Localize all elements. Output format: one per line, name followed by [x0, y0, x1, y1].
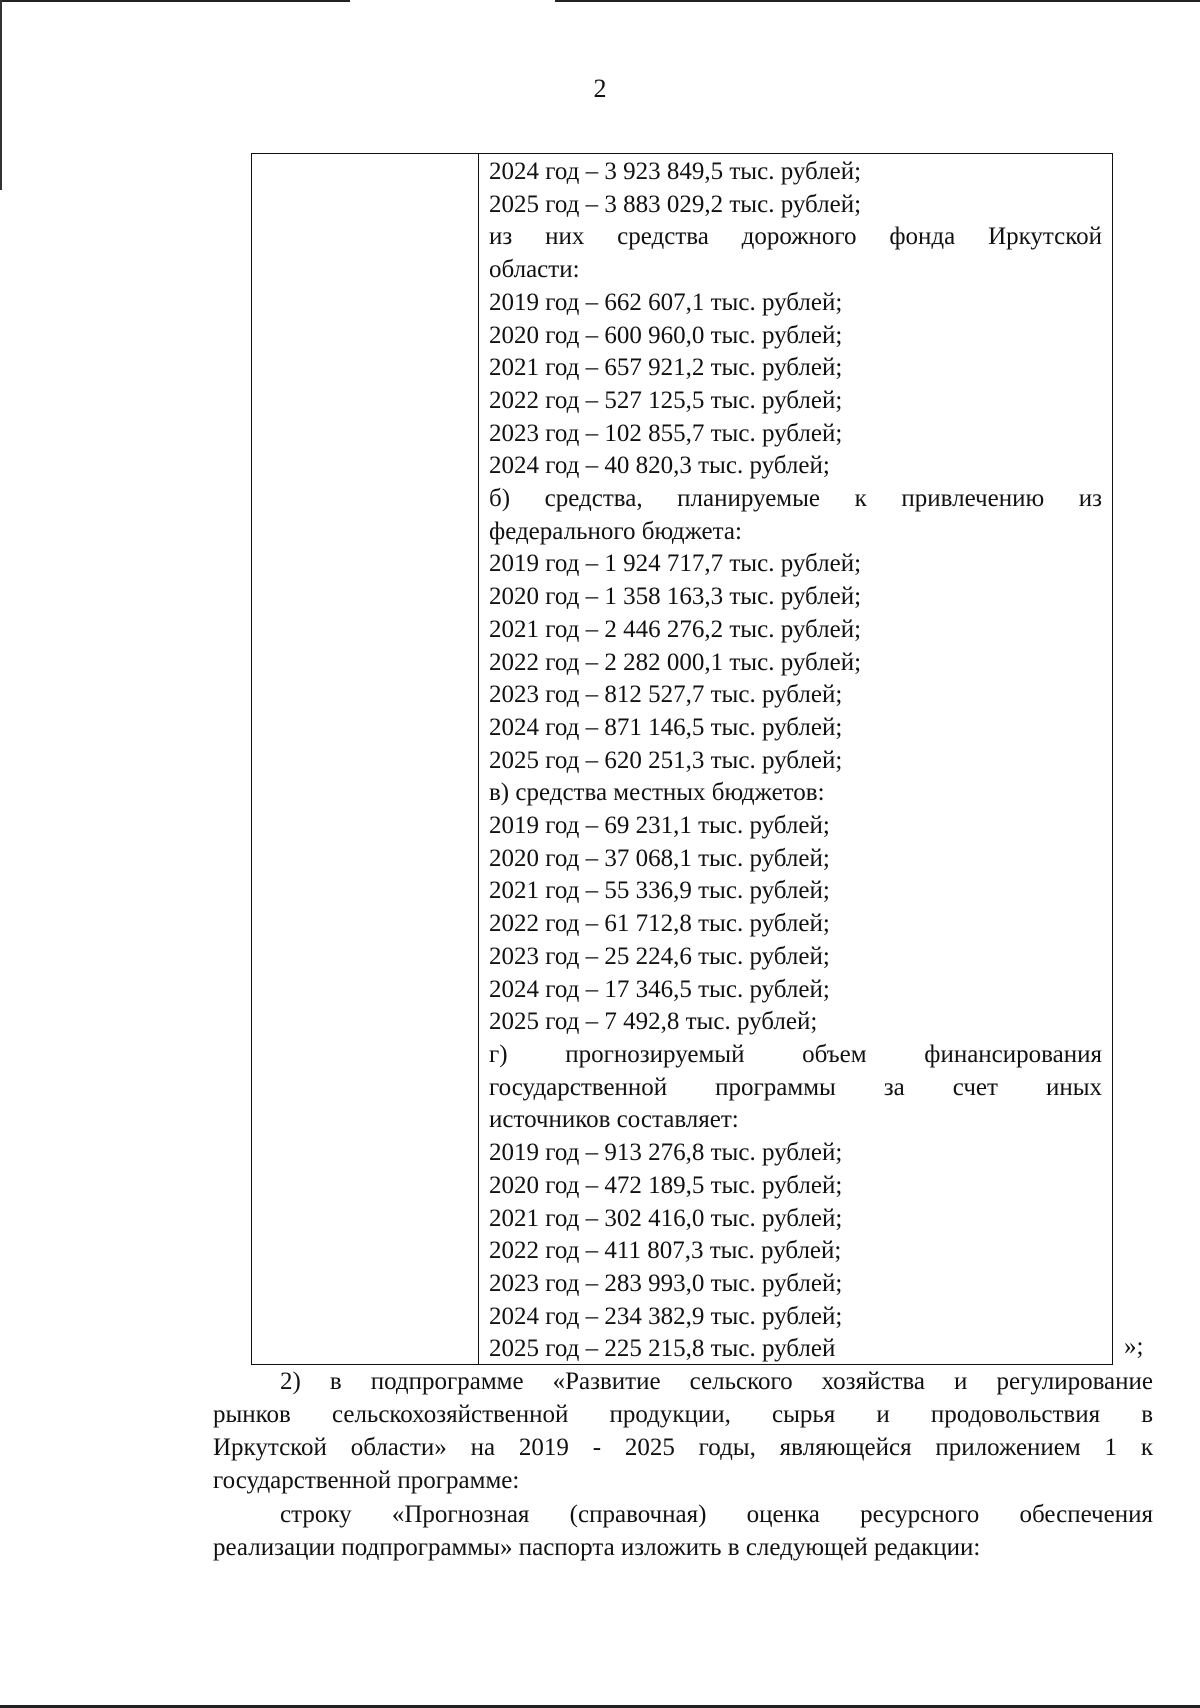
table-line: 2022 год – 527 125,5 тыс. рублей;: [489, 386, 843, 414]
paragraph-line: строку «Прогнозная (справочная) оценка ресурсного обеспечения: [280, 1501, 1153, 1528]
paragraph-line: реализации подпрограммы» паспорта изложить в следующей редакции:: [213, 1534, 981, 1561]
scan-edge-top-right: [555, 0, 1200, 2]
table-line: 2024 год – 40 820,3 тыс. рублей;: [489, 452, 830, 480]
table-line: 2023 год – 25 224,6 тыс. рублей;: [489, 942, 830, 970]
table-line: 2022 год – 61 712,8 тыс. рублей;: [489, 910, 830, 938]
table-line: 2025 год – 7 492,8 тыс. рублей;: [489, 1008, 818, 1036]
table-line: из них средства дорожного фонда Иркутской: [489, 223, 1102, 251]
scan-edge-top-left: [0, 0, 350, 2]
paragraph-subprogram-amendment: [213, 1365, 1153, 1497]
table-line: 2024 год – 3 923 849,5 тыс. рублей;: [489, 158, 862, 185]
table-line: 2022 год – 2 282 000,1 тыс. рублей;: [489, 648, 862, 676]
table-line: 2020 год – 1 358 163,3 тыс. рублей;: [489, 583, 862, 611]
table-line: 2020 год – 600 960,0 тыс. рублей;: [489, 321, 843, 349]
table-line: 2021 год – 657 921,2 тыс. рублей;: [489, 354, 843, 382]
table-line: 2025 год – 3 883 029,2 тыс. рублей;: [489, 190, 862, 218]
paragraph-line: рынков сельскохозяйственной продукции, сырья и продовольствия в: [213, 1401, 1153, 1428]
table-line: 2020 год – 472 189,5 тыс. рублей;: [489, 1171, 843, 1199]
paragraph-line: Иркутской области» на 2019 - 2025 годы, являющейся приложением 1 к: [213, 1434, 1153, 1461]
table-line: государственной программы за счет иных: [489, 1073, 1102, 1101]
table-right-cell: [479, 154, 1112, 1364]
table-line: 2019 год – 69 231,1 тыс. рублей;: [489, 812, 830, 840]
table-line: 2021 год – 2 446 276,2 тыс. рублей;: [489, 615, 862, 643]
paragraph-line: 2) в подпрограмме «Развитие сельского хозяйства и регулирование: [280, 1368, 1153, 1395]
table-line: 2024 год – 871 146,5 тыс. рублей;: [489, 713, 843, 741]
table-left-cell: [252, 154, 479, 1364]
table-line: г) прогнозируемый объем финансирования: [489, 1040, 1102, 1068]
table-line: 2020 год – 37 068,1 тыс. рублей;: [489, 844, 830, 872]
table-line: 2021 год – 302 416,0 тыс. рублей;: [489, 1204, 843, 1232]
page-number: 2: [593, 74, 607, 103]
table-line: 2023 год – 102 855,7 тыс. рублей;: [489, 419, 843, 447]
table-line: 2023 год – 812 527,7 тыс. рублей;: [489, 681, 843, 709]
table-line: 2025 год – 225 215,8 тыс. рублей: [489, 1335, 836, 1363]
table-line: б) средства, планируемые к привлечению из: [489, 485, 1102, 513]
paragraph-passport-row: [213, 1498, 1153, 1564]
table-line: 2019 год – 1 924 717,7 тыс. рублей;: [489, 550, 862, 578]
table-line: источников составляет:: [489, 1106, 739, 1134]
table-line: 2024 год – 17 346,5 тыс. рублей;: [489, 975, 830, 1003]
table-line: 2019 год – 913 276,8 тыс. рублей;: [489, 1139, 843, 1167]
passport-table: [251, 153, 1113, 1365]
table-line: в) средства местных бюджетов:: [489, 779, 825, 807]
table-line: области:: [489, 256, 580, 284]
table-line: 2021 год – 55 336,9 тыс. рублей;: [489, 877, 830, 905]
table-line: 2025 год – 620 251,3 тыс. рублей;: [489, 746, 843, 774]
table-line: 2019 год – 662 607,1 тыс. рублей;: [489, 288, 843, 316]
paragraph-line: государственной программе:: [213, 1467, 520, 1494]
table-line: федерального бюджета:: [489, 517, 742, 545]
table-line: 2023 год – 283 993,0 тыс. рублей;: [489, 1269, 843, 1297]
table-line: 2024 год – 234 382,9 тыс. рублей;: [489, 1302, 843, 1330]
table-line: 2022 год – 411 807,3 тыс. рублей;: [489, 1237, 842, 1265]
closing-quote-mark: »;: [1124, 1333, 1144, 1360]
